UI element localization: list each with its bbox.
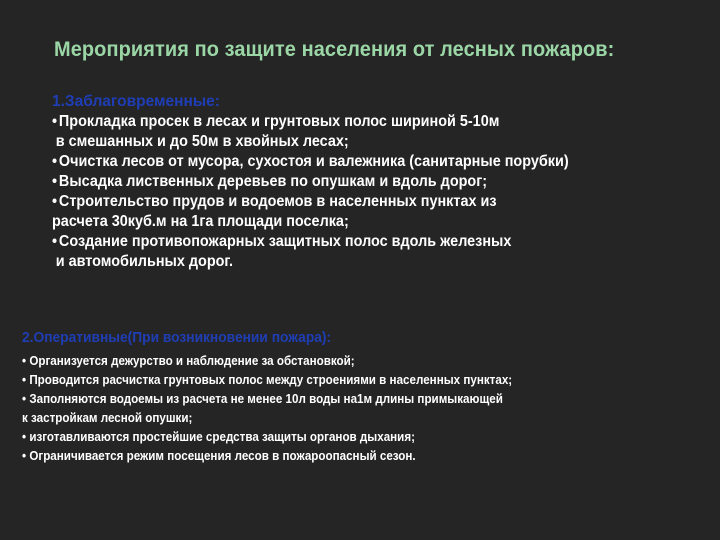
- section-heading-operative: 2.Оперативные(При возникновении пожара):: [22, 330, 332, 346]
- list-item-text: Создание противопожарных защитных полос вдоль железных: [58, 233, 512, 250]
- list-item: [22, 352, 673, 371]
- bullet-icon: •: [22, 373, 27, 387]
- bullet-icon: •: [22, 430, 27, 444]
- list-item-text: Очистка лесов от мусора, сухостоя и валежника (санитарные порубки): [58, 153, 569, 170]
- list-item-text: Проводится расчистка грунтовых полос между строениями в населенных пунктах;: [29, 373, 513, 387]
- list-item-text: Строительство прудов и водоемов в населенных пунктах из: [58, 193, 497, 210]
- bullet-icon: •: [52, 193, 58, 210]
- bullet-icon: •: [52, 233, 58, 250]
- list-item-continuation: и автомобильных дорог.: [55, 253, 234, 270]
- bullet-icon: •: [22, 449, 27, 463]
- list-item-text: Заполняются водоемы из расчета не менее 10л воды на1м длины примыкающей: [29, 392, 503, 406]
- bullet-icon: •: [52, 153, 58, 170]
- bullet-icon: •: [22, 354, 27, 368]
- list-item: [52, 172, 684, 192]
- list-item-text: изготавливаются простейшие средства защиты органов дыхания;: [29, 430, 415, 444]
- list-item: [52, 112, 684, 152]
- list-item: [22, 371, 673, 390]
- list-item: [52, 192, 684, 232]
- list-item: [22, 390, 673, 428]
- slide-title: Мероприятия по защите населения от лесных пожаров:: [54, 38, 615, 61]
- list-item-continuation: в смешанных и до 50м в хвойных лесах;: [55, 133, 349, 150]
- bullet-icon: •: [22, 392, 27, 406]
- list-item: [22, 447, 673, 466]
- section-advance-measures: [52, 92, 720, 272]
- list-item-text: Прокладка просек в лесах и грунтовых полос шириной 5-10м: [58, 113, 500, 130]
- list-item: [22, 428, 673, 447]
- list-item: [52, 232, 684, 272]
- section-heading-advance: 1.Заблаговременные:: [52, 93, 220, 110]
- bullet-icon: •: [52, 173, 58, 190]
- list-item-text: Организуется дежурство и наблюдение за обстановкой;: [29, 354, 355, 368]
- bullet-icon: •: [52, 113, 58, 130]
- list-item-text: Высадка лиственных деревьев по опушкам и вдоль дорог;: [58, 173, 488, 190]
- list-item-continuation: к застройкам лесной опушки;: [22, 411, 193, 425]
- section-operative-measures: [22, 329, 720, 466]
- list-item: [52, 152, 684, 172]
- list-item-text: Ограничивается режим посещения лесов в пожароопасный сезон.: [29, 449, 416, 463]
- advance-measures-list: [52, 112, 720, 272]
- operative-measures-list: [22, 352, 720, 466]
- list-item-continuation: расчета 30куб.м на 1га площади поселка;: [52, 213, 349, 230]
